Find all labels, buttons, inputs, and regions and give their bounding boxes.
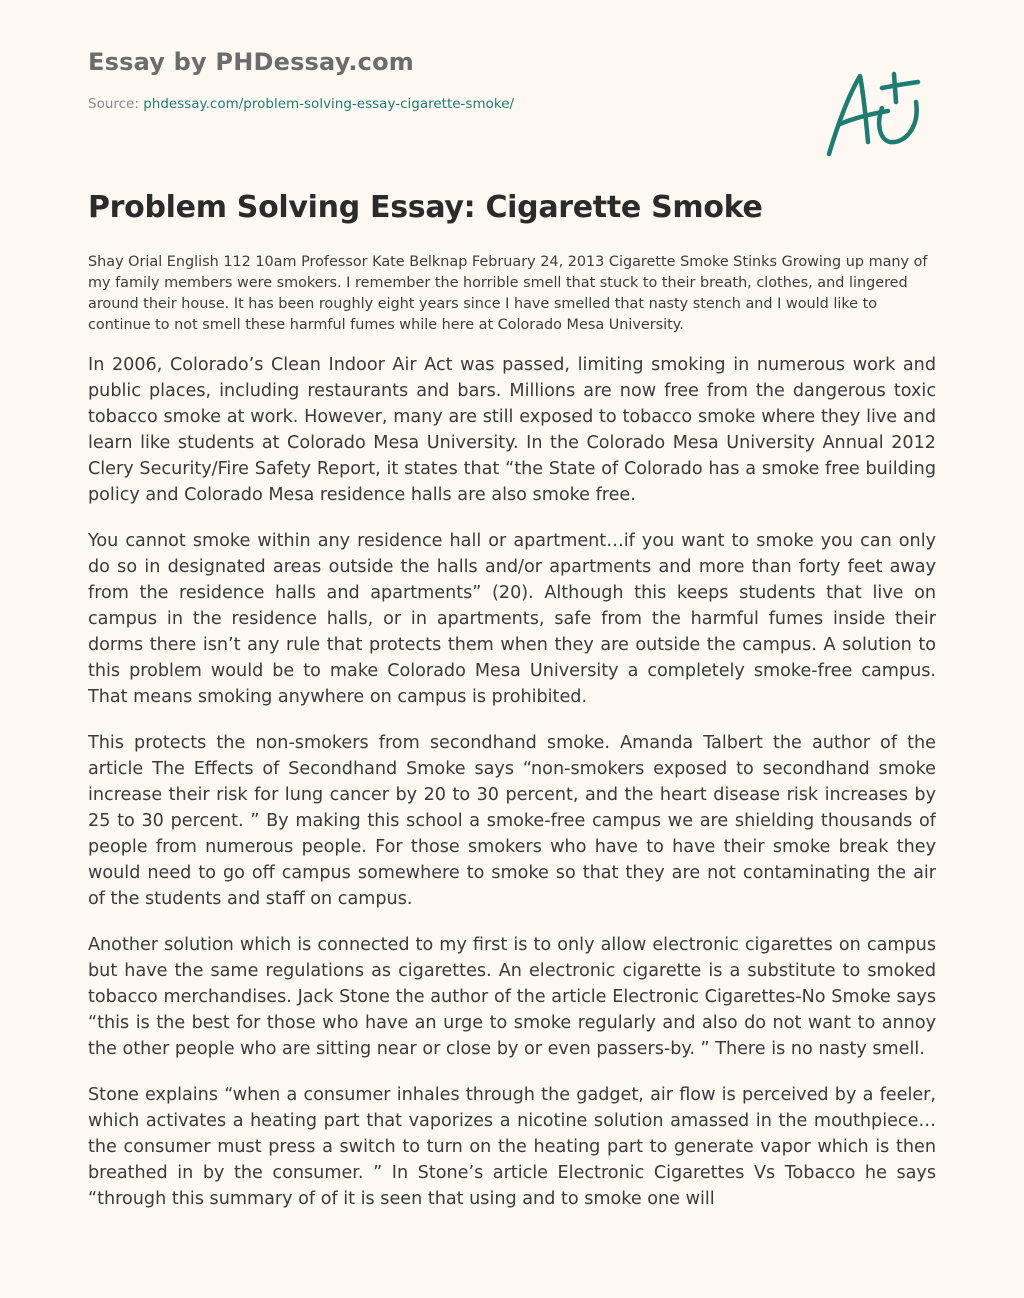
source-line [88, 96, 788, 112]
source-link[interactable]: phdessay.com/problem-solving-essay-cigarette-smoke/ [143, 96, 515, 112]
essay-body [88, 252, 936, 1250]
site-header [88, 48, 788, 112]
essay-paragraph: This protects the non-smokers from secondhand smoke. Amanda Talbert the author of the article The Effects of Secondhand Smoke says “non-smokers exposed to secondhand smoke increase their risk for lung cancer by 20 to 30 percent, and the heart disease risk increases by 25 to 30 percent. ” By making this school a smoke-free campus we are shielding thousands of people from numerous people. For those smokers who have to have their smoke break they would need to go off campus somewhere to smoke so that they are not contaminating the air of the students and staff on campus. [88, 733, 936, 909]
essay-paragraph: In 2006, Colorado’s Clean Indoor Air Act was passed, limiting smoking in numerous work and public places, including restaurants and bars. Millions are now free from the dangerous toxic tobacco smoke at work. However, many are still exposed to tobacco smoke where they live and learn like students at Colorado Mesa University. In the Colorado Mesa University Annual 2012 Clery Security/Fire Safety Report, it states that “the State of Colorado has a smoke free building policy and Colorado Mesa residence halls are also smoke free. [88, 355, 936, 505]
essay-paragraph: Another solution which is connected to my first is to only allow electronic cigarettes on campus but have the same regulations as cigarettes. An electronic cigarette is a substitute to smoked tobacco merchandises. Jack Stone the author of the article Electronic Cigarettes-No Smoke says “this is the best for those who have an urge to smoke regularly and also do not want to annoy the other people who are sitting near or close by or even passers-by. ” There is no nasty smell. [88, 935, 936, 1059]
source-label: Source: [88, 96, 139, 112]
essay-paragraph: You cannot smoke within any residence hall or apartment…if you want to smoke you can only do so in designated areas outside the halls and/or apartments and more than forty feet away from the residence halls and apartments” (20). Although this keeps students that live on campus in the residence halls, or in apartments, safe from the harmful fumes inside their dorms there isn’t any rule that protects them when they are outside the campus. A solution to this problem would be to make Colorado Mesa University a completely smoke-free campus. That means smoking anywhere on campus is prohibited. [88, 531, 936, 707]
essay-paragraph: Stone explains “when a consumer inhales through the gadget, air flow is perceived by a feeler, which activates a heating part that vaporizes a nicotine solution amassed in the mouthpiece… the consumer must press a switch to turn on the heating part to generate vapor which is then breathed in by the consumer. ” In Stone’s article Electronic Cigarettes Vs Tobacco he says “through this summary of of it is seen that using and to smoke one will [88, 1085, 936, 1209]
a-plus-logo-graphic [820, 62, 930, 162]
essay-title: Problem Solving Essay: Cigarette Smoke [88, 190, 763, 225]
essay-intro: Shay Orial English 112 10am Professor Kate Belknap February 24, 2013 Cigarette Smoke Stinks Growing up many of my family members were smokers. I remember the horrible smell that stuck to their breath, clothes, and lingered around their house. It has been roughly eight years since I have smelled that nasty stench and I would like to continue to not smell these harmful fumes while here at Colorado Mesa University. [88, 254, 928, 333]
a-plus-grade-icon [820, 62, 930, 162]
site-title: Essay by PHDessay.com [88, 48, 414, 76]
